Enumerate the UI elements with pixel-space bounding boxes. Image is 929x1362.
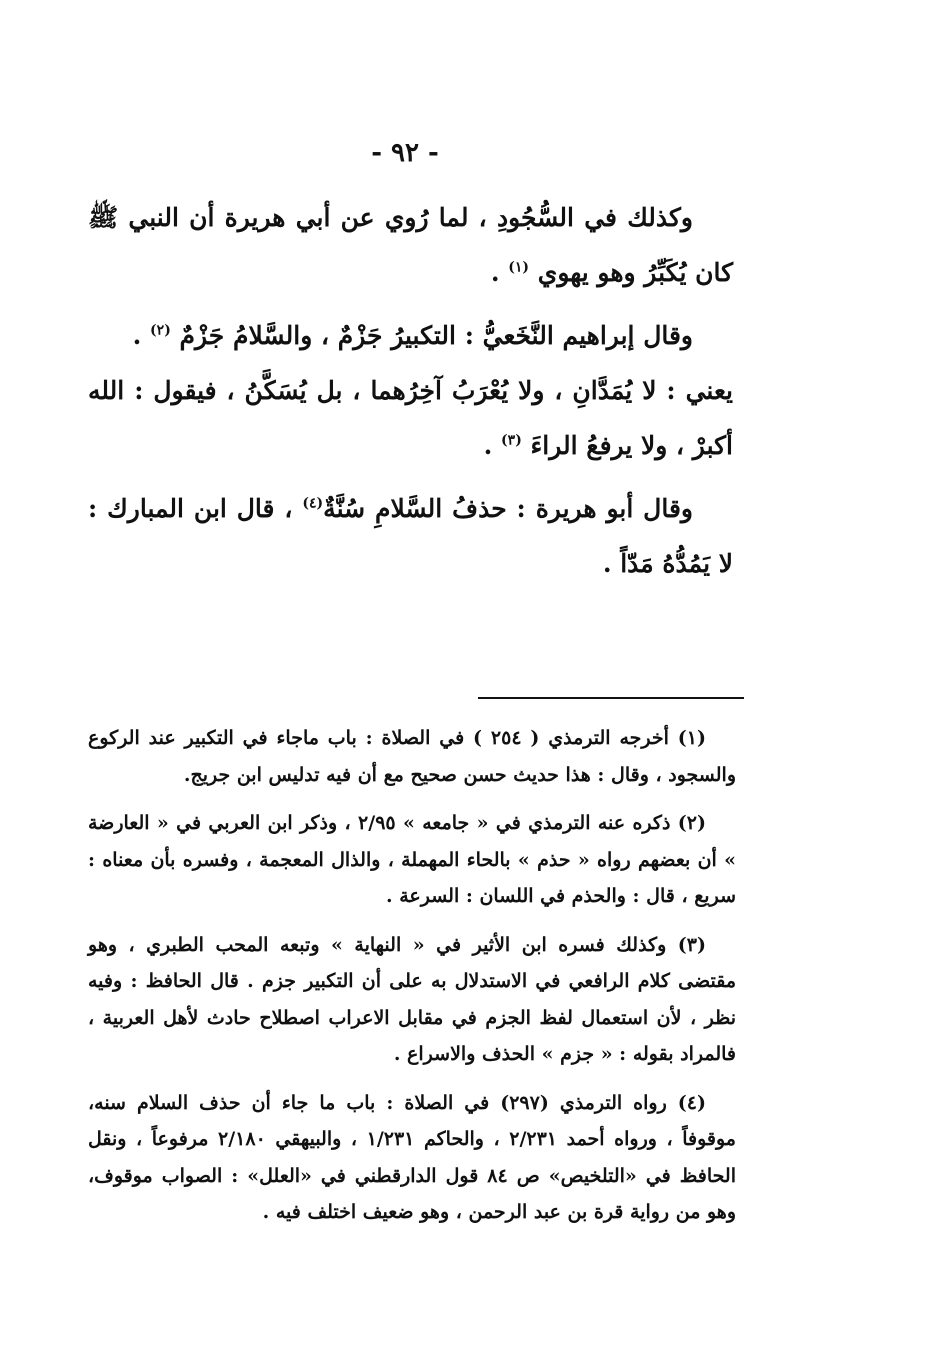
footnote-ref-2: (٢) xyxy=(150,322,171,339)
footnote-ref-3: (٣) xyxy=(501,432,522,449)
footnote-2: (٢) ذكره عنه الترمذي في « جامعه » ٢/٩٥ ، وذكر ابن العربي في « العارضة » أن بعضهم رواه « حذم » بالحاء المهملة ، والذال المعجمة ، وفسره بأن معناه : سريع ، قال : والحذم في اللسان : السرعة . xyxy=(88,812,736,907)
footnote-3: (٣) وكذلك فسره ابن الأثير في « النهاية » وتبعه المحب الطبري ، وهو مقتضى كلام الرافعي في الاستدلال به على أن التكبير جزم . قال الحافظ : وفيه نظر ، لأن استعمال لفظ الجزم في مقابل الاعراب اصطلاح حادث لأهل العربية ، فالمراد بقوله : « جزم » الحذف والاسراع . xyxy=(88,933,736,1065)
footnote-1: (١) أخرجه الترمذي ( ٢٥٤ ) في الصلاة : باب ماجاء في التكبير عند الركوع والسجود ، وقال : هذا حديث حسن صحيح مع أن فيه تدليس ابن جريج. xyxy=(88,727,736,786)
paragraph-text: وقال أبو هريرة : حذفُ السَّلامِ سُنَّةٌ xyxy=(323,494,693,523)
paragraph-abu-hurayra xyxy=(88,481,733,591)
footnote-divider xyxy=(478,697,744,699)
paragraph-sujud xyxy=(88,190,733,300)
footnotes xyxy=(88,720,736,1243)
paragraph-nakhai xyxy=(88,308,733,473)
footnote-ref-4: (٤) xyxy=(302,495,324,512)
paragraph-text: وقال إبراهيم النَّخَعيُّ : التكبيرُ جَزْمٌ ، والسَّلامُ جَزْمٌ xyxy=(179,321,693,350)
paragraph-text: ، قال ابن المبارك : لا يَمُدُّهُ مَدّاً . xyxy=(88,494,733,578)
paragraph-end: . xyxy=(490,258,509,287)
main-text xyxy=(88,190,733,599)
footnote-4: (٤) رواه الترمذي (٢٩٧) في الصلاة : باب ما جاء أن حذف السلام سنه، موقوفاً ، ورواه أحمد ٢/٢٣١ ، والحاكم ١/٢٣١ ، والبيهقي ٢/١٨٠ مرفوعاً ، ونقل الحافظ في «التلخيص» ص ٨٤ قول الدارقطني في «العلل» : الصواب موقوف، وهو من رواية قرة بن عبد الرحمن ، وهو ضعيف اختلف فيه . xyxy=(88,1091,736,1223)
paragraph-text: يعني : لا يُمَدَّانِ ، ولا يُعْرَبُ آخِرُهما ، بل يُسَكَّنُ ، فيقول : الله أكبرْ ، ولا يرفعُ الراءَ xyxy=(88,376,733,460)
page-number: - ٩٢ - xyxy=(371,138,439,168)
paragraph-end: . xyxy=(132,321,151,350)
footnote-ref-1: (١) xyxy=(508,259,530,276)
paragraph-text: وكذلك في السُّجُودِ ، لما رُوي عن أبي هريرة أن النبي ﷺ كان يُكَبِّرُ وهو يهوي xyxy=(88,203,733,287)
paragraph-end: . xyxy=(483,431,502,460)
